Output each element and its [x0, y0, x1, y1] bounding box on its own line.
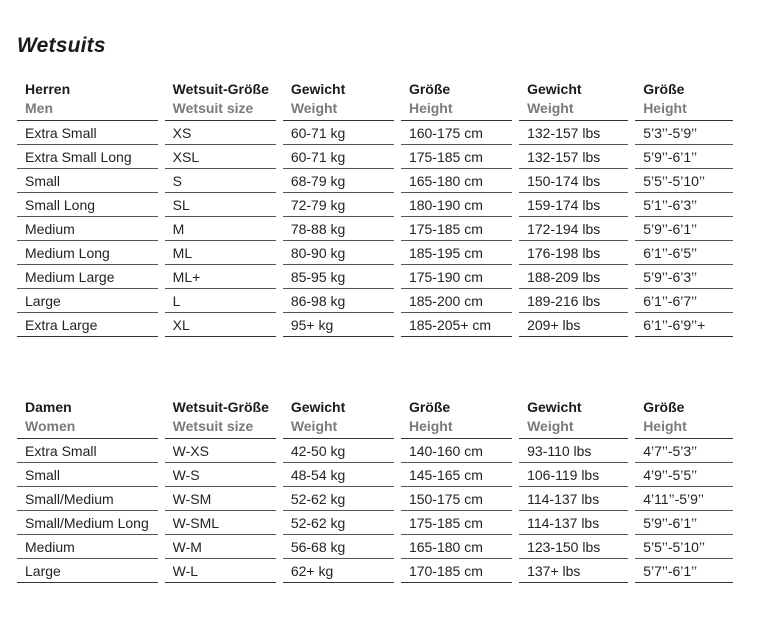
column-gap [276, 265, 283, 289]
page-title: Wetsuits [17, 34, 106, 58]
table-header-row [17, 398, 733, 439]
header-label-english: Weight [290, 100, 338, 116]
cell-wetsuit-size: ML [165, 241, 276, 265]
cell-category: Medium [17, 535, 158, 559]
column-gap [628, 193, 635, 217]
cell-height-cm: 165-180 cm [401, 169, 512, 193]
women-size-table [17, 398, 733, 583]
cell-category: Extra Small Long [17, 145, 158, 169]
column-gap [394, 169, 401, 193]
cell-weight-lbs: 132-157 lbs [519, 145, 628, 169]
cell-weight-kg: 52-62 kg [283, 487, 394, 511]
men-size-table [17, 80, 733, 337]
header-label-german: Gewicht [290, 81, 346, 97]
column-header-height-ft [635, 398, 733, 439]
column-gap [158, 559, 165, 583]
column-gap [512, 559, 519, 583]
column-gap [628, 463, 635, 487]
column-gap [158, 511, 165, 535]
column-gap [158, 217, 165, 241]
column-gap [394, 313, 401, 337]
header-label-english: Height [408, 100, 453, 116]
cell-weight-lbs: 209+ lbs [519, 313, 628, 337]
cell-category: Extra Large [17, 313, 158, 337]
cell-category: Extra Small [17, 439, 158, 463]
cell-height-ft: 5’9’’-6’3’’ [635, 265, 733, 289]
cell-weight-kg: 56-68 kg [283, 535, 394, 559]
header-label-german: Gewicht [527, 81, 582, 97]
cell-weight-lbs: 106-119 lbs [519, 463, 628, 487]
column-gap [394, 193, 401, 217]
cell-height-cm: 175-185 cm [401, 511, 512, 535]
column-gap [512, 265, 519, 289]
header-label-german: Größe [643, 81, 685, 97]
cell-height-cm: 185-205+ cm [401, 313, 512, 337]
column-gap [394, 121, 401, 145]
table-row [17, 217, 733, 241]
column-gap [628, 169, 635, 193]
cell-weight-lbs: 172-194 lbs [519, 217, 628, 241]
cell-category: Small [17, 169, 158, 193]
cell-height-cm: 175-185 cm [401, 217, 512, 241]
header-label-english: Height [408, 418, 453, 434]
column-gap [628, 439, 635, 463]
column-header-weight-kg [283, 398, 394, 439]
cell-height-cm: 150-175 cm [401, 487, 512, 511]
cell-height-cm: 160-175 cm [401, 121, 512, 145]
column-gap [394, 289, 401, 313]
column-gap [512, 193, 519, 217]
column-gap [512, 217, 519, 241]
column-gap [158, 289, 165, 313]
header-label-german: Damen [25, 399, 72, 415]
cell-height-cm: 165-180 cm [401, 535, 512, 559]
cell-wetsuit-size: M [165, 217, 276, 241]
header-label-german: Größe [408, 399, 451, 415]
cell-weight-lbs: 150-174 lbs [519, 169, 628, 193]
cell-weight-lbs: 132-157 lbs [519, 121, 628, 145]
column-gap [394, 398, 401, 439]
column-gap [512, 145, 519, 169]
header-label-english: Weight [527, 100, 574, 116]
column-gap [276, 169, 283, 193]
column-gap [276, 193, 283, 217]
cell-height-ft: 6’1’’-6’9’’+ [635, 313, 733, 337]
cell-weight-kg: 85-95 kg [283, 265, 394, 289]
cell-weight-kg: 42-50 kg [283, 439, 394, 463]
column-gap [628, 121, 635, 145]
table-row [17, 535, 733, 559]
column-gap [158, 241, 165, 265]
column-header-height-cm [401, 80, 512, 121]
column-gap [394, 217, 401, 241]
column-gap [628, 511, 635, 535]
header-label-english: Women [25, 418, 76, 434]
header-label-english: Wetsuit size [172, 418, 254, 434]
cell-category: Large [17, 289, 158, 313]
cell-wetsuit-size: S [165, 169, 276, 193]
table-row [17, 313, 733, 337]
cell-weight-kg: 78-88 kg [283, 217, 394, 241]
cell-wetsuit-size: W-M [165, 535, 276, 559]
column-gap [158, 193, 165, 217]
column-gap [628, 265, 635, 289]
table-row [17, 289, 733, 313]
column-gap [276, 398, 283, 439]
column-gap [158, 145, 165, 169]
column-header-weight-lbs [519, 398, 628, 439]
column-gap [512, 313, 519, 337]
table-row [17, 169, 733, 193]
header-label-english: Weight [290, 418, 338, 434]
cell-height-ft: 4’7’’-5’3’’ [635, 439, 733, 463]
column-header-wetsuit-size [165, 80, 276, 121]
column-gap [512, 463, 519, 487]
cell-wetsuit-size: W-L [165, 559, 276, 583]
column-gap [512, 511, 519, 535]
cell-height-ft: 5’1’’-6’3’’ [635, 193, 733, 217]
column-gap [276, 289, 283, 313]
cell-height-cm: 170-185 cm [401, 559, 512, 583]
column-gap [394, 463, 401, 487]
column-header-weight-lbs [519, 80, 628, 121]
header-label-german: Herren [25, 81, 71, 97]
cell-weight-kg: 72-79 kg [283, 193, 394, 217]
column-header-wetsuit-size [165, 398, 276, 439]
cell-weight-lbs: 114-137 lbs [519, 511, 628, 535]
column-header-category [17, 398, 158, 439]
cell-category: Large [17, 559, 158, 583]
column-gap [512, 169, 519, 193]
cell-category: Medium [17, 217, 158, 241]
cell-height-ft: 5’9’’-6’1’’ [635, 145, 733, 169]
column-gap [158, 169, 165, 193]
column-gap [276, 145, 283, 169]
column-gap [276, 241, 283, 265]
column-gap [158, 398, 165, 439]
cell-height-ft: 5’9’’-6’1’’ [635, 217, 733, 241]
column-gap [628, 487, 635, 511]
cell-wetsuit-size: W-S [165, 463, 276, 487]
cell-weight-kg: 95+ kg [283, 313, 394, 337]
cell-weight-lbs: 93-110 lbs [519, 439, 628, 463]
column-gap [628, 313, 635, 337]
cell-weight-kg: 62+ kg [283, 559, 394, 583]
column-gap [276, 80, 283, 121]
column-gap [394, 80, 401, 121]
cell-height-cm: 145-165 cm [401, 463, 512, 487]
header-label-german: Gewicht [527, 399, 582, 415]
cell-weight-lbs: 114-137 lbs [519, 487, 628, 511]
column-gap [276, 313, 283, 337]
table-header-row [17, 80, 733, 121]
cell-height-cm: 185-200 cm [401, 289, 512, 313]
table-row [17, 463, 733, 487]
cell-height-cm: 175-185 cm [401, 145, 512, 169]
cell-category: Extra Small [17, 121, 158, 145]
column-gap [628, 398, 635, 439]
column-gap [276, 487, 283, 511]
cell-category: Small/Medium Long [17, 511, 158, 535]
column-gap [628, 535, 635, 559]
cell-weight-kg: 68-79 kg [283, 169, 394, 193]
cell-category: Small/Medium [17, 487, 158, 511]
column-gap [158, 265, 165, 289]
column-gap [158, 80, 165, 121]
cell-weight-lbs: 176-198 lbs [519, 241, 628, 265]
table-row [17, 193, 733, 217]
header-label-english: Wetsuit size [172, 100, 254, 116]
cell-weight-lbs: 159-174 lbs [519, 193, 628, 217]
cell-height-ft: 5’5’’-5’10’’ [635, 169, 733, 193]
table-row [17, 241, 733, 265]
column-gap [394, 241, 401, 265]
column-gap [276, 121, 283, 145]
header-label-german: Wetsuit-Größe [172, 81, 269, 97]
column-gap [394, 511, 401, 535]
cell-weight-lbs: 137+ lbs [519, 559, 628, 583]
cell-height-ft: 6’1’’-6’7’’ [635, 289, 733, 313]
header-label-english: Height [643, 100, 687, 116]
column-gap [512, 241, 519, 265]
table-row [17, 487, 733, 511]
cell-wetsuit-size: XL [165, 313, 276, 337]
cell-weight-kg: 86-98 kg [283, 289, 394, 313]
cell-height-cm: 185-195 cm [401, 241, 512, 265]
column-gap [628, 217, 635, 241]
column-header-weight-kg [283, 80, 394, 121]
column-gap [628, 80, 635, 121]
table-row [17, 439, 733, 463]
cell-category: Medium Long [17, 241, 158, 265]
table-row [17, 265, 733, 289]
column-gap [512, 487, 519, 511]
cell-weight-kg: 60-71 kg [283, 121, 394, 145]
column-gap [628, 241, 635, 265]
column-gap [394, 439, 401, 463]
cell-weight-kg: 80-90 kg [283, 241, 394, 265]
cell-category: Medium Large [17, 265, 158, 289]
cell-wetsuit-size: W-XS [165, 439, 276, 463]
header-label-german: Größe [643, 399, 685, 415]
column-gap [394, 145, 401, 169]
table-row [17, 145, 733, 169]
cell-height-ft: 5’5’’-5’10’’ [635, 535, 733, 559]
cell-wetsuit-size: XS [165, 121, 276, 145]
header-label-english: Men [25, 100, 53, 116]
cell-weight-lbs: 123-150 lbs [519, 535, 628, 559]
cell-height-ft: 5’9’’-6’1’’ [635, 511, 733, 535]
cell-wetsuit-size: W-SM [165, 487, 276, 511]
cell-weight-lbs: 188-209 lbs [519, 265, 628, 289]
column-gap [512, 398, 519, 439]
cell-wetsuit-size: L [165, 289, 276, 313]
column-header-height-ft [635, 80, 733, 121]
column-gap [158, 535, 165, 559]
cell-category: Small Long [17, 193, 158, 217]
cell-wetsuit-size: W-SML [165, 511, 276, 535]
column-header-height-cm [401, 398, 512, 439]
column-gap [628, 559, 635, 583]
header-label-english: Weight [527, 418, 574, 434]
cell-wetsuit-size: SL [165, 193, 276, 217]
column-gap [158, 487, 165, 511]
cell-height-ft: 5’3’’-5’9’’ [635, 121, 733, 145]
column-gap [276, 559, 283, 583]
cell-height-ft: 4’9’’-5’5’’ [635, 463, 733, 487]
table-row [17, 121, 733, 145]
cell-category: Small [17, 463, 158, 487]
column-gap [276, 217, 283, 241]
header-label-english: Height [643, 418, 687, 434]
column-gap [158, 463, 165, 487]
column-gap [276, 439, 283, 463]
column-gap [512, 289, 519, 313]
cell-height-ft: 5’7’’-6’1’’ [635, 559, 733, 583]
cell-weight-kg: 48-54 kg [283, 463, 394, 487]
column-gap [276, 511, 283, 535]
cell-height-ft: 6’1’’-6’5’’ [635, 241, 733, 265]
column-gap [628, 289, 635, 313]
column-gap [158, 121, 165, 145]
cell-height-cm: 140-160 cm [401, 439, 512, 463]
column-gap [512, 439, 519, 463]
column-header-category [17, 80, 158, 121]
cell-weight-lbs: 189-216 lbs [519, 289, 628, 313]
cell-height-ft: 4’11’’-5’9’’ [635, 487, 733, 511]
column-gap [394, 265, 401, 289]
table-row [17, 511, 733, 535]
cell-weight-kg: 60-71 kg [283, 145, 394, 169]
cell-weight-kg: 52-62 kg [283, 511, 394, 535]
column-gap [158, 439, 165, 463]
cell-height-cm: 175-190 cm [401, 265, 512, 289]
column-gap [394, 487, 401, 511]
column-gap [394, 535, 401, 559]
column-gap [512, 80, 519, 121]
cell-height-cm: 180-190 cm [401, 193, 512, 217]
column-gap [628, 145, 635, 169]
column-gap [276, 463, 283, 487]
cell-wetsuit-size: ML+ [165, 265, 276, 289]
column-gap [276, 535, 283, 559]
column-gap [512, 121, 519, 145]
header-label-german: Größe [408, 81, 451, 97]
cell-wetsuit-size: XSL [165, 145, 276, 169]
column-gap [512, 535, 519, 559]
header-label-german: Wetsuit-Größe [172, 399, 269, 415]
column-gap [394, 559, 401, 583]
header-label-german: Gewicht [290, 399, 346, 415]
column-gap [158, 313, 165, 337]
table-row [17, 559, 733, 583]
